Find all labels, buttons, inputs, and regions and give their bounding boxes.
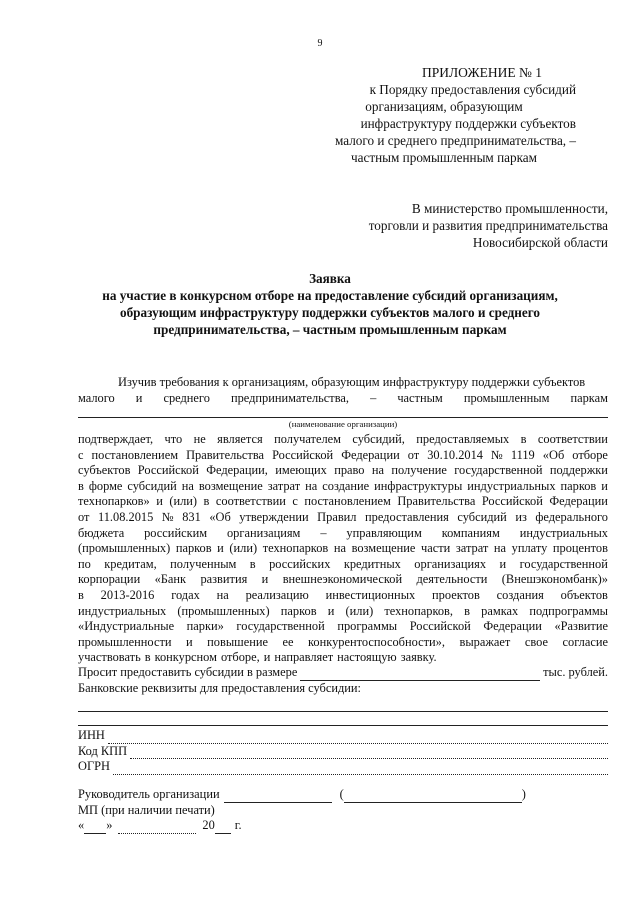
intro-word: и xyxy=(135,390,143,405)
appendix-title: ПРИЛОЖЕНИЕ № 1 xyxy=(421,65,542,80)
paragraph-word: 11.08.2015 xyxy=(97,509,154,524)
paragraph-word: субсидий xyxy=(457,509,507,524)
paragraph-word: в xyxy=(249,556,256,571)
paragraph-word: субсидий, xyxy=(352,432,405,446)
paragraph-word: и xyxy=(327,603,335,618)
paragraph-word: возмещение xyxy=(198,478,263,493)
paragraph-word: инфраструктуры xyxy=(374,478,463,493)
paragraph-word: в xyxy=(203,494,210,509)
paragraph-word: «Об xyxy=(542,447,565,462)
paragraph-word: Федерации, xyxy=(206,463,268,478)
organization-name-caption: (наименование организации) xyxy=(288,419,398,430)
paragraph-word: в xyxy=(464,603,471,618)
date-open-quote: « xyxy=(78,818,85,833)
paragraph-word: государственной xyxy=(519,556,608,571)
paragraph-word: постановлением xyxy=(304,494,391,509)
paragraph-word: на xyxy=(493,541,507,556)
paragraph-word: Правительства xyxy=(186,447,265,462)
paragraph-word: управляющим xyxy=(346,525,422,540)
paragraph-word: постановлением xyxy=(91,447,179,462)
paragraph-word: (Внешэкономбанк)» xyxy=(501,572,608,587)
paragraph-word: и xyxy=(217,541,224,556)
paragraph-word: рамках xyxy=(481,603,519,618)
paragraph-word: подпрограммы xyxy=(529,603,608,618)
intro-word: предпринимательства, xyxy=(230,390,350,405)
paragraph-word: и xyxy=(499,556,507,571)
paragraph-word: «Об xyxy=(209,509,231,524)
intro-word: паркам xyxy=(570,390,608,405)
paragraph-word: в xyxy=(78,478,84,493)
kpp-row xyxy=(78,744,608,760)
paragraph-word: предоставляемых xyxy=(416,432,510,446)
paragraph-word: Российской xyxy=(481,494,543,509)
date-row xyxy=(78,818,608,834)
paragraph-word: 831 xyxy=(182,509,201,524)
paragraph-word: и xyxy=(186,634,193,649)
paragraph-word: деятельности xyxy=(416,572,488,587)
paragraph-line xyxy=(78,463,608,479)
paragraph-word: в xyxy=(520,432,527,446)
paragraph-word: является xyxy=(217,432,263,446)
paragraph-word: федерального xyxy=(535,509,608,524)
paragraph-word: Правительства xyxy=(397,494,476,509)
request-block xyxy=(78,665,608,775)
paragraph-line xyxy=(78,479,608,495)
paragraph-word: индустриальных xyxy=(467,478,556,493)
recipient-line: В министерство промышленности, xyxy=(411,201,608,216)
paragraph-word: Федерации xyxy=(341,447,400,462)
paragraph-word: Правил xyxy=(317,509,357,524)
paragraph-word: индустриальных xyxy=(519,525,608,540)
heading-title: Заявка xyxy=(309,271,351,286)
paragraph-word: развития xyxy=(200,572,248,587)
paragraph-word: субъектов xyxy=(78,463,131,478)
paragraph-word: ее xyxy=(282,634,294,649)
paragraph-word: от xyxy=(407,447,420,462)
paragraph-word: российских xyxy=(269,556,331,571)
paragraph-word: Федерации xyxy=(483,619,542,634)
paragraph-word: участвовать xyxy=(78,650,141,665)
head-name-field[interactable] xyxy=(344,792,522,803)
paragraph-word: технопарков» xyxy=(78,494,150,509)
paragraph-word: подтверждает, xyxy=(78,432,154,446)
appendix-line: организациям, образующим xyxy=(365,99,523,114)
ogrn-field[interactable] xyxy=(113,764,608,775)
paragraph-word: парков xyxy=(175,541,212,556)
paragraph-word: процентов xyxy=(552,541,608,556)
paragraph-word: части xyxy=(421,541,451,556)
paragraph-word: промышленности xyxy=(78,634,172,649)
paragraph-word: уплату xyxy=(511,541,548,556)
paragraph-word: инвестиционных xyxy=(325,587,416,602)
paragraph-word: поддержки xyxy=(549,463,608,478)
paragraph-word: и xyxy=(263,650,271,665)
bank-details-field[interactable] xyxy=(78,696,608,712)
intro-block xyxy=(78,375,608,430)
appendix-line: частным промышленным паркам xyxy=(351,150,537,165)
paragraph-line xyxy=(78,572,608,588)
main-paragraph xyxy=(78,432,608,666)
heading-line: образующим инфраструктуру поддержки субъектов малого и среднего xyxy=(119,305,541,320)
paragraph-word: получателем xyxy=(274,432,341,446)
head-signature-row xyxy=(78,787,608,803)
ogrn-label: ОГРН xyxy=(78,759,110,774)
paragraph-word: не xyxy=(193,432,206,446)
paragraph-word: и xyxy=(601,478,608,493)
stamp-label: МП (при наличии печати) xyxy=(78,802,215,817)
paragraph-word: Российской xyxy=(137,463,199,478)
paragraph-word: отборе xyxy=(572,447,608,462)
appendix-block xyxy=(276,64,576,166)
paragraph-word: внешнеэкономической xyxy=(282,572,403,587)
paragraph-word: из xyxy=(515,509,527,524)
paragraph-word: «Индустриальные xyxy=(78,619,175,634)
intro-line: Изучив требования к организациям, образующим инфраструктуру поддержки субъектов xyxy=(118,375,586,389)
organization-name-field[interactable] xyxy=(78,408,608,418)
paragraph-word: направляет xyxy=(274,650,334,665)
appendix-line: к Порядку предоставления субсидий xyxy=(369,82,576,97)
paragraph-word: компаниям xyxy=(441,525,500,540)
paragraph-word: Федерации xyxy=(549,494,608,509)
paragraph-word: с xyxy=(292,494,298,509)
paragraph-word: получение xyxy=(391,463,447,478)
paragraph-line xyxy=(78,541,608,557)
paragraph-word: парки» xyxy=(186,619,224,634)
paragraph-word: (промышленных) xyxy=(177,603,270,618)
recipient-line: Новосибирской области xyxy=(472,235,608,250)
subsidy-amount-row xyxy=(78,665,608,681)
paragraph-word: настоящую xyxy=(337,650,397,665)
paragraph-word: выражает xyxy=(459,634,511,649)
date-year-prefix: 20 xyxy=(202,818,215,833)
paragraph-word: конкурсном xyxy=(154,650,217,665)
intro-word: среднего xyxy=(163,390,210,405)
paragraph-word: имеющих xyxy=(275,463,327,478)
intro-word: малого xyxy=(78,390,115,405)
inn-label: ИНН xyxy=(78,728,105,743)
kpp-label: Код КПП xyxy=(78,743,128,758)
bank-details-label: Банковские реквизиты для предоставления субсидии: xyxy=(78,680,361,695)
paragraph-word: свое xyxy=(524,634,548,649)
paren-open: ( xyxy=(339,787,344,801)
paragraph-word: – xyxy=(320,525,327,540)
inn-row xyxy=(78,728,608,744)
paragraph-word: с xyxy=(78,447,84,462)
paragraph-line xyxy=(78,588,608,604)
paragraph-word: Российской xyxy=(409,619,471,634)
paragraph-word: технопарков xyxy=(262,541,329,556)
paragraph-word: повышение xyxy=(207,634,268,649)
paragraph-word: полученным xyxy=(170,556,237,571)
paragraph-word: конкурентоспособности», xyxy=(308,634,445,649)
paragraph-word: по xyxy=(78,556,91,571)
paragraph-word: создание xyxy=(322,478,370,493)
paragraph-word: годах xyxy=(171,587,200,602)
paragraph-line xyxy=(78,635,608,651)
head-signature-field[interactable] xyxy=(224,792,332,803)
paragraph-word: на xyxy=(333,541,346,556)
paragraph-word: корпорации xyxy=(78,572,141,587)
paragraph-word: в xyxy=(144,650,151,665)
paragraph-word: организациям xyxy=(226,525,301,540)
heading-line: на участие в конкурсном отборе на предоставление субсидий организациям, xyxy=(102,288,558,303)
paragraph-line xyxy=(78,510,608,526)
paragraph-word: (промышленных) xyxy=(78,541,171,556)
subsidy-amount-unit: тыс. рублей. xyxy=(543,665,608,679)
paragraph-word: № xyxy=(491,447,503,462)
paragraph-word: соответствии xyxy=(537,432,608,446)
paragraph-word: индустриальных xyxy=(78,603,167,618)
date-day-field[interactable] xyxy=(84,823,106,834)
paragraph-word: Российской xyxy=(272,447,334,462)
paragraph-word: на xyxy=(371,463,384,478)
paragraph-word: от xyxy=(78,509,90,524)
paragraph-word: проектов xyxy=(432,587,480,602)
paragraph-word: реализацию xyxy=(245,587,309,602)
recipient-block xyxy=(348,200,608,251)
paragraph-word: отборе, xyxy=(220,650,260,665)
paragraph-word: утверждении xyxy=(239,509,309,524)
heading-line: предпринимательства, – частным промышленным паркам xyxy=(153,322,507,337)
paragraph-word: (или) xyxy=(229,541,258,556)
paragraph-word: на xyxy=(181,478,194,493)
signature-block xyxy=(78,787,608,834)
paragraph-word: технопарков, xyxy=(384,603,453,618)
paragraph-word: кредитных xyxy=(343,556,401,571)
paragraph-line xyxy=(78,650,608,666)
date-year-suffix: г. xyxy=(234,818,242,833)
paragraph-line xyxy=(78,448,608,464)
paragraph-line xyxy=(78,619,608,635)
paragraph-word: заявку. xyxy=(400,650,437,665)
paragraph-word: российским xyxy=(144,525,208,540)
appendix-line: малого и среднего предпринимательства, – xyxy=(335,133,576,148)
paragraph-word: согласие xyxy=(562,634,608,649)
paragraph-word: затрат xyxy=(267,478,301,493)
paragraph-word: организациях xyxy=(414,556,487,571)
paragraph-word: предоставления xyxy=(365,509,449,524)
subsidy-amount-field[interactable] xyxy=(300,670,540,681)
page-number: 9 xyxy=(317,38,323,49)
paragraph-word: № xyxy=(161,509,174,524)
paragraph-word: 2013-2016 xyxy=(100,587,155,602)
date-year-field[interactable] xyxy=(215,823,231,834)
intro-word: – xyxy=(370,390,377,405)
subsidy-amount-label: Просит предоставить субсидии в размере xyxy=(78,665,298,679)
paragraph-line xyxy=(78,557,608,573)
paragraph-word: создания xyxy=(496,587,544,602)
paragraph-word: «Развитие xyxy=(554,619,608,634)
paragraph-word: объектов xyxy=(560,587,608,602)
intro-word: промышленным xyxy=(463,390,550,405)
paragraph-word: государственной xyxy=(236,619,325,634)
paragraph-word: на xyxy=(216,587,229,602)
paragraph-word: кредитам, xyxy=(104,556,157,571)
intro-line-justified xyxy=(78,391,608,407)
paragraph-word: «Банк xyxy=(154,572,187,587)
inn-field[interactable] xyxy=(108,733,608,744)
paragraph-word: и xyxy=(156,494,163,509)
paragraph-line xyxy=(78,526,608,542)
paragraph-line xyxy=(78,432,608,448)
kpp-field[interactable] xyxy=(130,748,608,759)
paren-close: ) xyxy=(521,787,526,801)
paragraph-word: затрат xyxy=(455,541,489,556)
bank-details-field-2[interactable] xyxy=(78,712,608,726)
paragraph-word: субсидий xyxy=(127,478,177,493)
paragraph-word: (или) xyxy=(345,603,374,618)
paragraph-word: что xyxy=(164,432,183,446)
paragraph-word: программы xyxy=(337,619,398,634)
paragraph-line xyxy=(78,494,608,510)
paragraph-word: и xyxy=(261,572,269,587)
paragraph-word: на xyxy=(305,478,318,493)
paragraph-word: бюджета xyxy=(78,525,125,540)
head-label: Руководитель организации xyxy=(78,787,220,801)
paragraph-word: парков xyxy=(560,478,597,493)
date-month-field[interactable] xyxy=(118,823,196,834)
paragraph-word: соответствии xyxy=(215,494,286,509)
paragraph-word: право xyxy=(334,463,365,478)
intro-word: частным xyxy=(397,390,443,405)
appendix-line: инфраструктуру поддержки субъектов xyxy=(360,116,576,131)
paragraph-line xyxy=(78,604,608,620)
date-close-quote: » xyxy=(106,818,113,833)
paragraph-word: (или) xyxy=(169,494,198,509)
application-heading xyxy=(60,270,600,338)
paragraph-word: 1119 xyxy=(510,447,535,462)
recipient-line: торговли и развития предпринимательства xyxy=(368,218,608,233)
ogrn-row xyxy=(78,759,608,775)
paragraph-word: 30.10.2014 xyxy=(427,447,483,462)
paragraph-word: парков xyxy=(280,603,317,618)
paragraph-word: возмещение xyxy=(351,541,416,556)
paragraph-word: государственной xyxy=(454,463,543,478)
paragraph-word: форме xyxy=(88,478,123,493)
paragraph-word: в xyxy=(78,587,84,602)
